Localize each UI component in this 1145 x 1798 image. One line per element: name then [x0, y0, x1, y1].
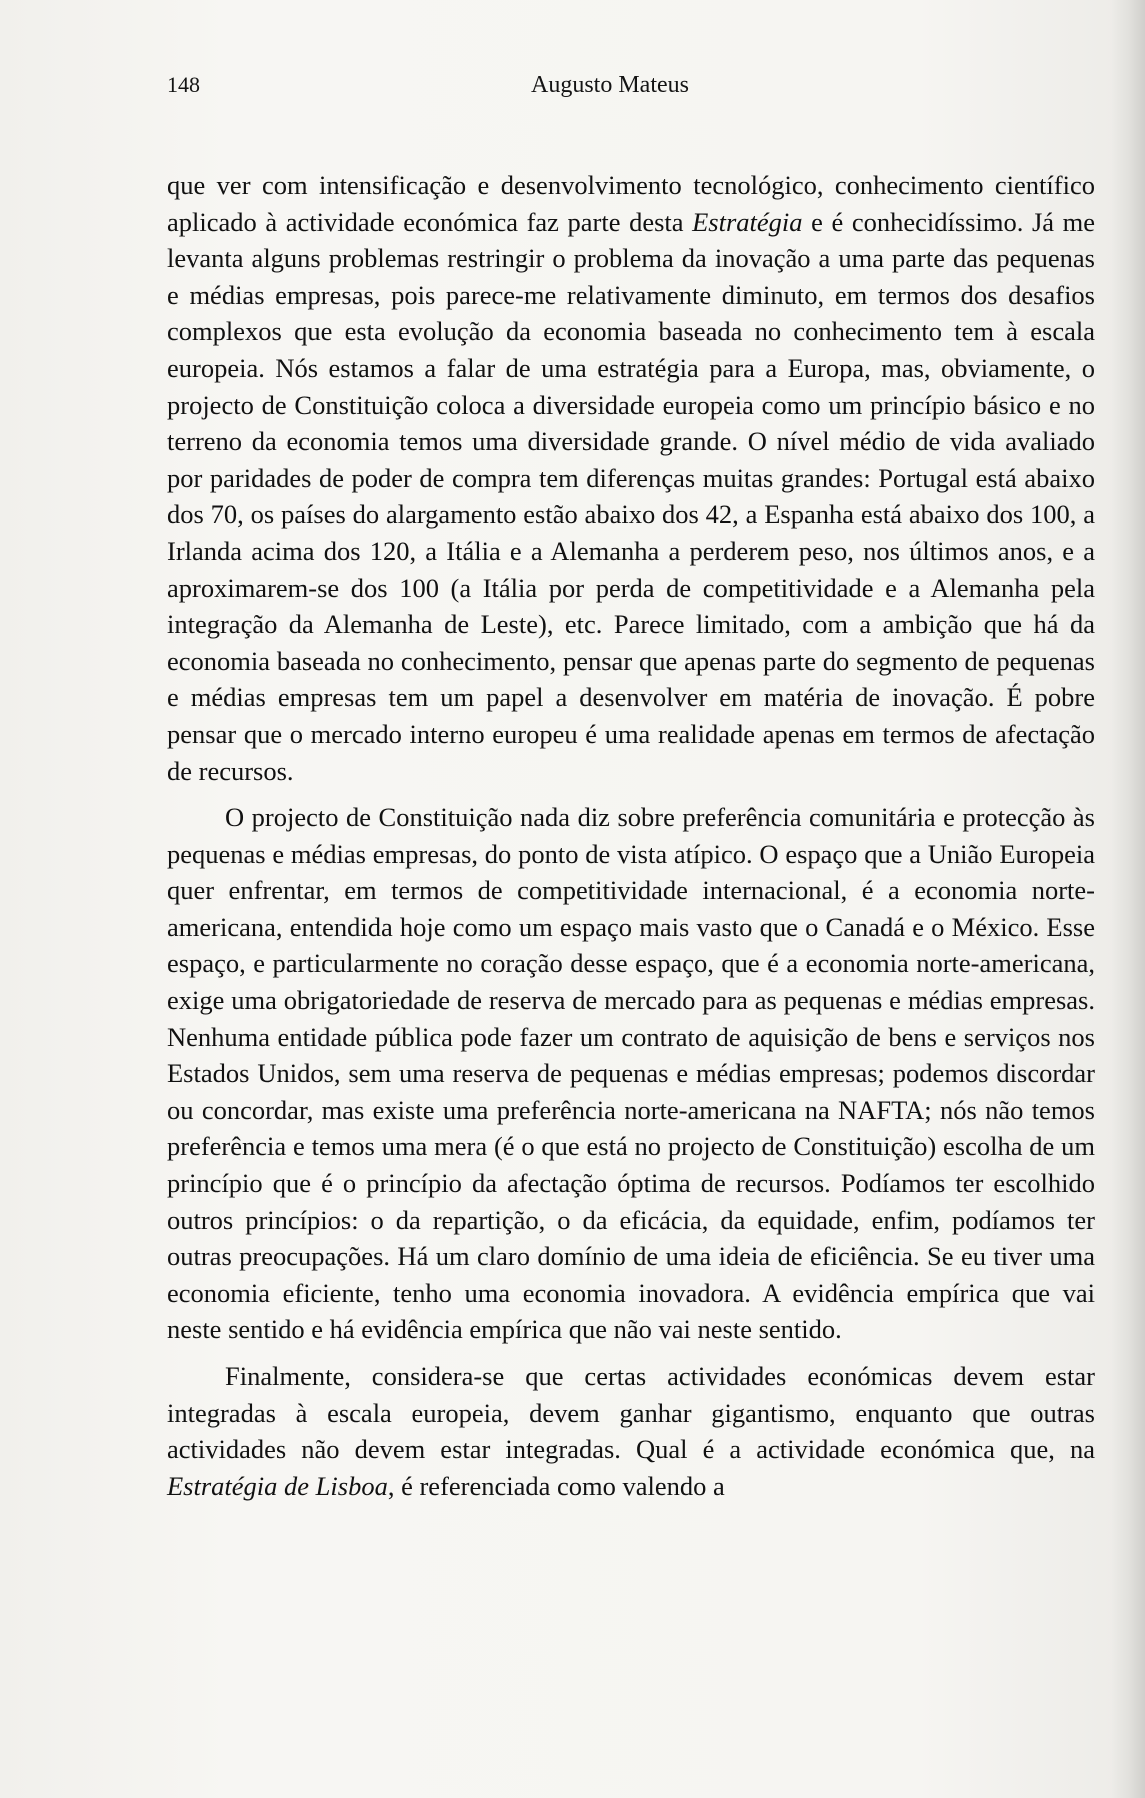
page-header — [167, 72, 1095, 108]
running-head-author: Augusto Mateus — [531, 72, 689, 98]
text-run: e é conhecidíssimo. Já me levanta alguns problemas restringir o problema da inovação a uma parte das pequenas e médias empresas, pois parece-me relativamente diminuto, em termos dos desafios complexos que esta evolução da economia baseada no conhecimento tem à escala europeia. Nós estamos a falar de uma estratégia para a Europa, mas, obviamente, o projecto de Constituição coloca a diversidade europeia como um princípio básico e no terreno da economia temos uma diversidade grande. O nível médio de vida avaliado por paridades de poder de compra tem diferenças muitas grandes: Portugal está abaixo dos 70, os países do alargamento estão abaixo dos 42, a Espanha está abaixo dos 100, a Irlanda acima dos 120, a Itália e a Alemanha a perderem peso, nos últimos anos, e a aproximarem-se dos 100 (a Itália por perda de competitividade e a Alemanha pela integração da Alemanha de Leste), etc. Parece limitado, com a ambição que há da economia baseada no conhecimento, pensar que apenas parte do segmento de pequenas e médias empresas tem um papel a desenvolver em matéria de inovação. É pobre pensar que o mercado interno europeu é uma realidade apenas em termos de afectação de recursos. — [167, 206, 1095, 786]
body-text — [167, 167, 1095, 1504]
page-number: 148 — [167, 72, 200, 97]
italic-title-text: Estratégia — [692, 206, 803, 237]
text-run: , é referenciada como valendo a — [387, 1470, 725, 1501]
paragraph-3 — [167, 1358, 1095, 1504]
italic-title-text: Estratégia de Lisboa — [167, 1470, 388, 1501]
text-run: O projecto de Constituição nada diz sobre preferência comunitária e protecção às pequenas e médias empresas, do ponto de vista atípico. O espaço que a União Europeia quer enfrentar, em termos de competitividade internacional, é a economia norte-americana, entendida hoje como um espaço mais vasto que o Canadá e o México. Esse espaço, e particularmente no coração desse espaço, que é a economia norte-americana, exige uma obrigatoriedade de reserva de mercado para as pequenas e médias empresas. Nenhuma entidade pública pode fazer um contrato de aquisição de bens e serviços nos Estados Unidos, sem uma reserva de pequenas e médias empresas; podemos discordar ou concordar, mas existe uma preferência norte-americana na NAFTA; nós não temos preferência e temos uma mera (é o que está no projecto de Constituição) escolha de um princípio que é o princípio da afectação óptima de recursos. Podíamos ter escolhido outros princípios: o da repartição, o da eficácia, da equidade, enfim, podíamos ter outras preocupações. Há um claro domínio de uma ideia de eficiência. Se eu tiver uma economia eficiente, tenho uma economia inovadora. A evidência empírica que vai neste sentido e há evidência empírica que não vai neste sentido. — [167, 802, 1095, 1345]
text-run: Finalmente, considera-se que certas actividades económicas devem estar integradas à escala europeia, devem ganhar gigantismo, enquanto que outras actividades não devem estar integradas. Qual é a actividade económica que, na — [167, 1361, 1095, 1465]
paragraph-1 — [167, 167, 1095, 789]
text-run: que ver com intensificação e desenvolvimento tecnológico, conhecimento científico aplicado à actividade económica faz parte desta — [167, 170, 1095, 237]
page-edge-shadow — [1111, 0, 1145, 1798]
paragraph-2 — [167, 799, 1095, 1348]
